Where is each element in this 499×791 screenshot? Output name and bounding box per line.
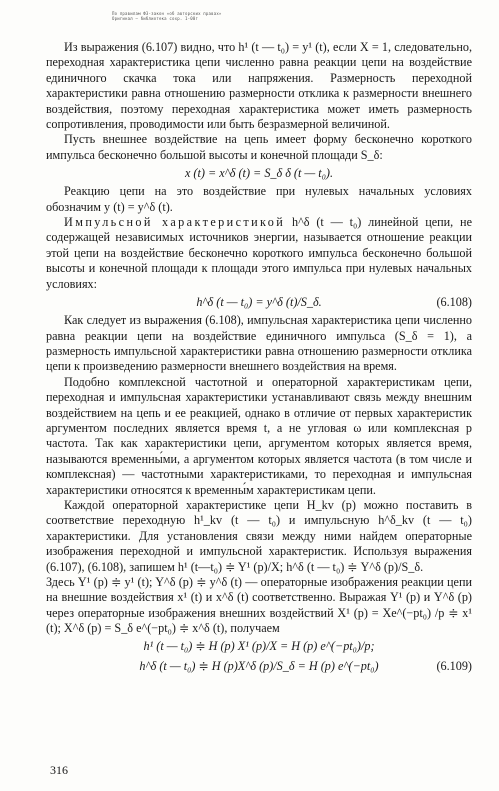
paragraph-6: Подобно комплексной частотной и операторной характеристикам цепи, переходная и импульсная характеристики устанавливают связь между внешним воздействием на цепь и ее реакцией, однако в отличие от первых характеристик аргументом последних является время t, а не угловая ω или комплексная p частота. Так как характеристики цепи, аргументом которых является время, называются временны́ми, а аргументом которых является частота (в том числе и комплексная) — частотными характеристиками, то переходная и импульсная характеристики относятся к временны́м характеристикам цепи.: [46, 374, 472, 497]
paragraph-4: [46, 215, 472, 292]
paragraph-4-rest: h^δ (t — t₀) линейной цепи, не содержащей независимых источников энергии, называется отношение реакции этой цепи на воздействие бесконечно короткого импульса бесконечно большой высоты и конечной площади к площади этого импульса при нулевых начальных условиях:: [46, 215, 472, 291]
stamp-line-2: Оригинал — библиотека сохр. 1-00г: [112, 16, 199, 21]
equation-text: h^δ (t — t₀) ≑ H (p)X^δ (p)/S_δ = H (p) e^(−pt₀): [139, 658, 379, 673]
library-stamp: [112, 11, 292, 21]
equation-number: (6.108): [436, 294, 472, 309]
page-number: 316: [50, 763, 68, 777]
equation-number: (6.109): [436, 658, 472, 673]
equation-text: x (t) = x^δ (t) = S_δ δ (t — t₀).: [184, 166, 334, 181]
paragraph-2: Пусть внешнее воздействие на цепь имеет форму бесконечно короткого импульса бесконечно большой высоты и конечной площади S_δ:: [46, 132, 472, 162]
paragraph-5: Как следует из выражения (6.108), импульсная характеристика цепи численно равна реакции цепи на воздействие единичного импульса (S_δ = 1), а размерность импульсной характеристики равна отношению размерности отклика цепи к произведению размерности внешнего воздействия на время.: [46, 313, 472, 374]
paragraph-1: Из выражения (6.107) видно, что h¹ (t — t₀) = y¹ (t), если X = 1, следовательно, переходная характеристика цепи численно равна реакции цепи на воздействие единичного скачка тока или напряжения. Размерность переходной характеристики равна отношению размерности отклика к размерности внешнего воздействия, поэтому переходная характеристика может иметь размерность сопротивления, проводимости или быть безразмерной величиной.: [46, 40, 472, 132]
equation-6-109: [46, 657, 472, 677]
term-impulse-characteristic: Импульсной характеристикой: [64, 215, 286, 230]
paragraph-8: Здесь Y¹ (p) ≑ y¹ (t); Y^δ (p) ≑ y^δ (t) — операторные изображения реакции цепи на внешние воздействия x¹ (t) и x^δ (t) соответственно. Выражая Y¹ (p) и Y^δ (p) через операторные изображения внешних воздействий X¹ (p) = Xe^(−pt₀) /p ≑ x¹ (t); X^δ (p) = S_δ e^(−pt₀) ≑ x^δ (t), получаем: [46, 575, 472, 636]
stamp-line-1: По правилам ФЗ-закон «об авторских правах»: [112, 11, 222, 16]
paragraph-3: Реакцию цепи на это воздействие при нулевых начальных условиях обозначим y (t) = y^δ (t).: [46, 184, 472, 214]
equation-6-108: [46, 292, 472, 313]
equation-text: h^δ (t — t₀) = y^δ (t)/S_δ.: [196, 294, 322, 309]
equation-impulse-input: [46, 163, 472, 184]
body-text: [46, 40, 472, 677]
equation-text: h¹ (t — t₀) ≑ H (p) X¹ (p)/X = H (p) e^(−pt₀)/p;: [143, 638, 375, 653]
paragraph-7: Каждой операторной характеристике цепи H_kv (p) можно поставить в соответствие переходную h¹_kv (t — t₀) и импульсную h^δ_kv (t — t₀) характеристики. Для установления связи между ними найдем операторные изображения переходной и импульсной характеристик. Используя выражения (6.107), (6.108), запишем h¹ (t—t₀) ≑ Y¹ (p)/X; h^δ (t — t₀) ≑ Y^δ (p)/S_δ.: [46, 497, 472, 574]
equation-step-response-image: [46, 637, 472, 657]
